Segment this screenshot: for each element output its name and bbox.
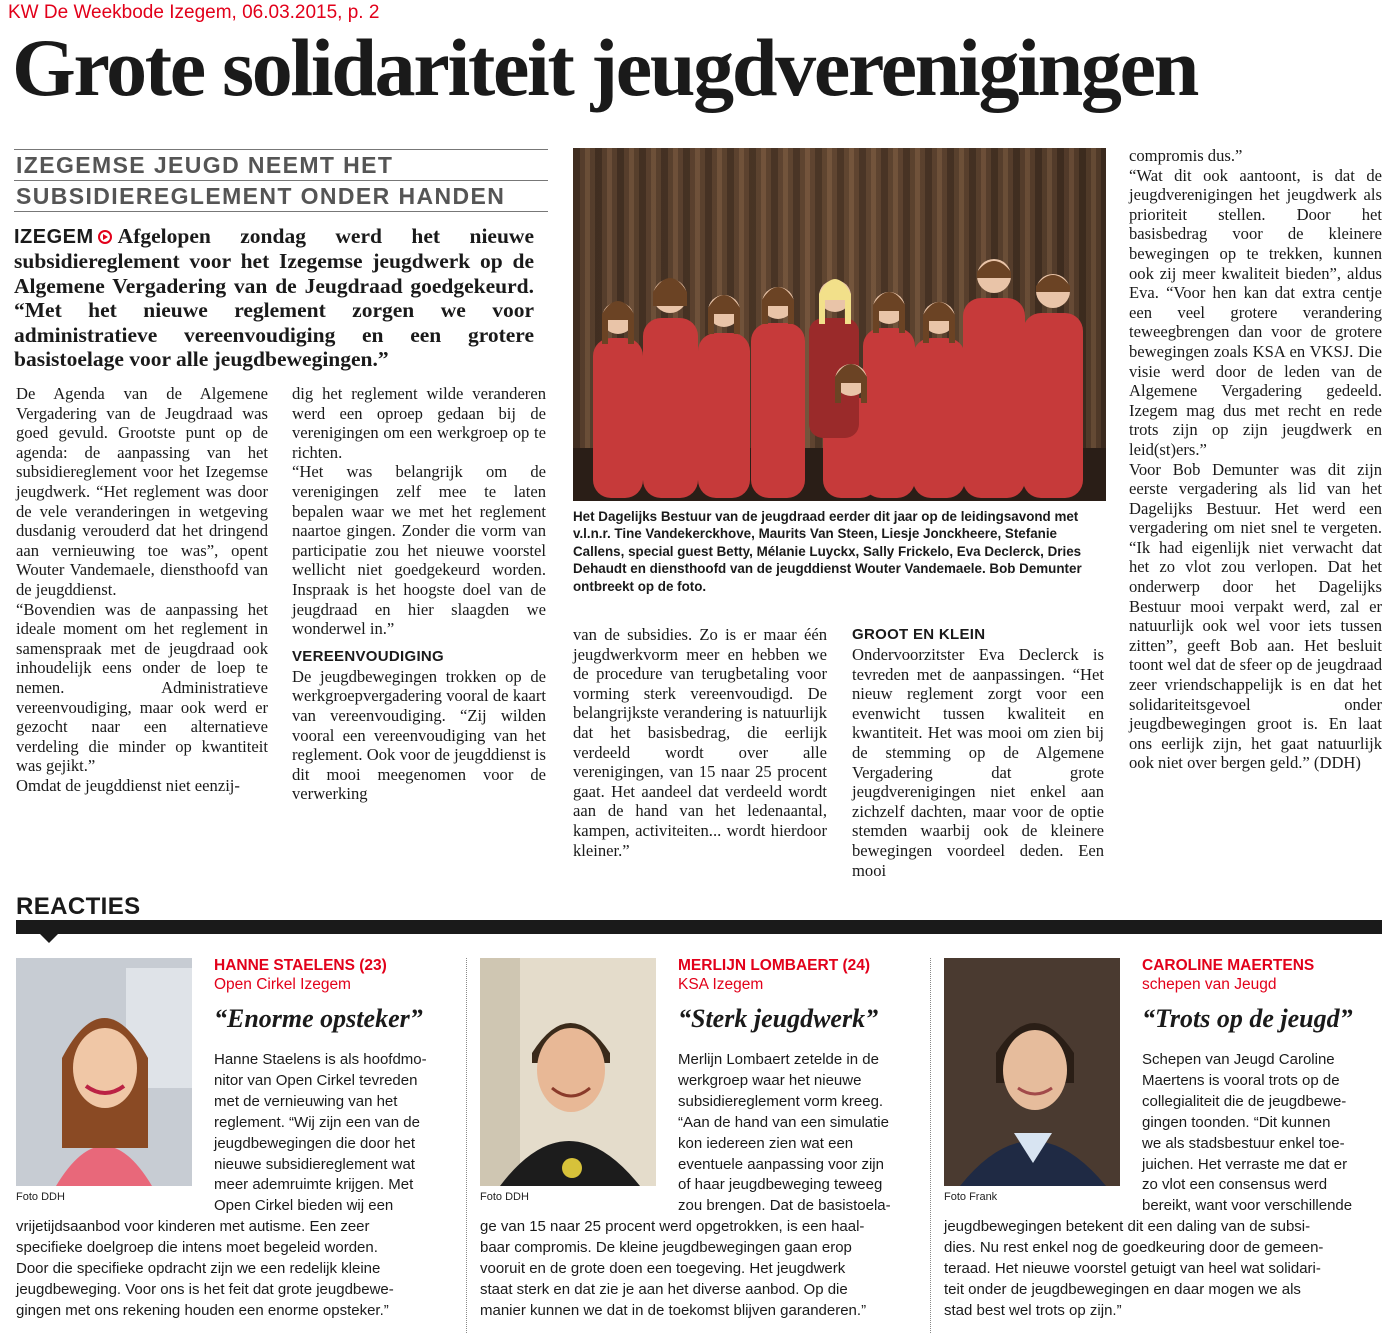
article-column-4 <box>852 625 1104 880</box>
text-line: teit onder de jeugdbewegingen en daar mogen we als <box>944 1280 1301 1298</box>
portrait-hanne <box>16 958 192 1186</box>
reaction-quote: “Trots op de jeugd” <box>1142 1004 1353 1033</box>
reaction-role: Open Cirkel Izegem <box>214 976 351 993</box>
text-line: juichen. Het verraste me dat er <box>1142 1155 1348 1173</box>
column-divider <box>930 958 931 1333</box>
text-line: Open Cirkel bieden wij een <box>214 1197 394 1215</box>
column-divider <box>466 958 467 1333</box>
text-line: zo vlot een consensus werd <box>1142 1176 1328 1194</box>
arrow-circle-icon <box>98 230 112 244</box>
group-photo <box>573 148 1106 501</box>
paragraph: Voor Bob Demunter was dit zijn eerste vergadering als lid van het Dagelijks Bestuur. Het werd een vergadering om niet snel te vergeten. “Ik had eigenlijk niet verwacht dat het zo vlot zou verlopen. Dat het onderwerp door het Dagelijks Bestuur mooi verpakt werd, zal er natuurlijk ook wel voor iets tussen zitten”, geeft Bob aan. Het besluit toont wel dat de sfeer op de jeugdraad zeer vriendschappelijk is en dat het solidariteitsgevoel onder jeugdbewegingen groot is. En laat ons eerlijk zijn, het gaat natuurlijk ook niet over bergen geld.” (DDH) <box>1129 459 1382 773</box>
reaction-name: CAROLINE MAERTENS <box>1142 957 1315 974</box>
reaction-text-bottom <box>16 1217 394 1322</box>
dateline-place: IZEGEM <box>14 226 94 248</box>
paragraph: De jeugdbewegingen trokken op de werkgroepvergadering vooral de kaart van vereenvoudiging. “Zij wilden vooral een vereenvoudiging van het reglement. Ook voor de jeugddienst is dit mooi meegenomen voor de verwerking <box>292 666 546 804</box>
text-line: collegialiteit die de jeugdbewe- <box>1142 1092 1347 1110</box>
text-line: Hanne Staelens is als hoofdmo- <box>214 1051 427 1068</box>
article-column-2 <box>292 384 546 804</box>
text-line: gingen toonden. “Dit kunnen <box>1142 1113 1331 1131</box>
reaction-quote: “Enorme opsteker” <box>214 1004 423 1033</box>
reaction-text-top <box>214 1050 427 1217</box>
headline: Grote solidariteit jeugdverenigingen <box>12 22 1198 113</box>
lead-text: Afgelopen zondag werd het nieuwe subsidiereglement voor het Izegemse jeugdwerk op de Algemene Vergadering van de Jeugdraad goedgekeurd. “Met het nieuwe reglement zorgen we voor administratieve vereenvoudiging en een grotere basistoelage voor alle jeugdbewegingen.” <box>14 224 534 372</box>
text-line: werkgroep waar het nieuwe <box>678 1071 862 1089</box>
paragraph: dig het reglement wilde veranderen werd een oproep gedaan bij de verenigingen om een werkgroep op te richten. <box>292 384 546 462</box>
group-photo-illustration <box>573 148 1106 501</box>
photo-caption: Het Dagelijks Bestuur van de jeugdraad eerder dit jaar op de leidingsavond met v.l.n.r. Tine Vandekerckhove, Maurits Van Steen, Liesje Jonckheere, Stefanie Callens, special guest Betty, Mélanie Luyckx, Sally Frickelo, Eva Declerck, Dries Dehaudt en diensthoofd van de jeugddienst Wouter Vandemaele. Bob Demunter ontbreekt op de foto. <box>573 509 1082 594</box>
text-line: “Aan de hand van een simulatie <box>678 1113 889 1131</box>
paragraph: “Wat dit ook aantoont, is dat de jeugdverenigingen het jeugdwerk als prioriteit stellen. Door het basisbedrag voor de kleinere bewegingen op te trekken, kunnen ook zij meer kwaliteit bieden”, aldus Eva. “Voor hen kan dat extra centje een veel grotere verandering teweegbrengen dan voor de grotere bewegingen zoals KSA en VKSJ. Die visie werd door de leden van de Algemene Vergadering gedeeld. Izegem mag dus met recht en rede trots zijn op zijn jeugdwerk en leid(st)ers.” <box>1129 165 1382 459</box>
portrait-merlijn <box>480 958 656 1186</box>
article-column-3 <box>573 625 827 860</box>
text-line: Door die specifieke opdracht zijn we een redelijk kleine <box>16 1259 381 1277</box>
text-line: jeugdbewegingen die door het <box>214 1134 415 1152</box>
text-line: vooruit en de grote doen een toegeving. Het jeugdwerk <box>480 1259 846 1277</box>
text-line: specifieke doelgroep die intens moet begeleid worden. <box>16 1238 378 1256</box>
portrait-merlijn-illustration <box>480 958 656 1186</box>
text-line: eventuele aanpassing voor zijn <box>678 1155 884 1173</box>
text-line: staat sterk en dat zie je aan het diverse aanbod. Op die <box>480 1280 848 1298</box>
text-line: nitor van Open Cirkel tevreden <box>214 1071 418 1089</box>
text-line: vrijetijdsaanbod voor kinderen met autisme. Een zeer <box>16 1218 370 1235</box>
text-line: zou brengen. Dat de basistoela- <box>678 1197 891 1215</box>
reaction-role: schepen van Jeugd <box>1142 976 1277 993</box>
text-line: we als stadsbestuur enkel toe- <box>1142 1134 1345 1152</box>
reaction-name: HANNE STAELENS (23) <box>214 957 387 974</box>
text-line: ge van 15 naar 25 procent werd opgetrokken, is een haal- <box>480 1218 865 1235</box>
text-line: subsidiereglement vorm kreeg. <box>678 1092 884 1110</box>
portrait-hanne-illustration <box>16 958 192 1186</box>
portrait-caroline <box>944 958 1120 1186</box>
reacties-heading: REACTIES <box>16 893 141 920</box>
text-line: of haar jeugdbeweging teweeg <box>678 1176 883 1194</box>
text-line: teraad. Het nieuwe voorstel getuigt van heel wat solidari- <box>944 1259 1321 1277</box>
paragraph: Ondervoorzitster Eva Declerck is tevreden met de aanpassingen. “Het nieuw reglement zorgt voor een evenwicht tussen kwaliteit en kwantiteit. Het was mooi om zien bij de stemming op de Algemene Vergadering dat grote jeugdverenigingen niet enkel aan zichzelf dachten, maar voor de optie stemden waarbij ook de kleinere bewegingen voordeel deden. Een mooi <box>852 645 1104 880</box>
reacties-notch <box>40 934 58 943</box>
reaction-text-bottom <box>480 1217 866 1322</box>
text-line: Merlijn Lombaert zetelde in de <box>678 1051 879 1068</box>
article-column-1 <box>16 384 268 795</box>
subheading-groot-en-klein: GROOT EN KLEIN <box>852 626 986 643</box>
text-line: meer ademruimte krijgen. Met <box>214 1176 414 1194</box>
reaction-name: MERLIJN LOMBAERT (24) <box>678 957 871 974</box>
lead-paragraph <box>14 224 534 371</box>
text-line: Maertens is vooral trots op de <box>1142 1071 1340 1089</box>
text-line: kon iedereen zien wat een <box>678 1134 854 1152</box>
text-line: stad best wel trots op zijn.” <box>944 1301 1122 1319</box>
text-line: gingen met ons rekening houden een enorme opsteker.” <box>16 1301 389 1319</box>
paragraph: compromis dus.” <box>1129 146 1243 165</box>
portrait-caroline-illustration <box>944 958 1120 1186</box>
text-line: jeugdbeweging. Voor ons is het feit dat grote jeugdbewe- <box>16 1280 394 1298</box>
photo-credit: Foto Frank <box>944 1191 998 1203</box>
paragraph: van de subsidies. Zo is er maar één jeugdwerkvorm meer en hebben we de procedure van terugbetaling voor vorming sterk vereenvoudigd. De belangrijkste verandering is natuurlijk dat het basisbedrag, die eerlijk verdeeld wordt over alle verenigingen, van 15 naar 25 procent gaat. Het aandeel dat verdeeld wordt aan de hand van het ledenaantal, kampen, activiteiten... wordt hierdoor kleiner.” <box>573 625 827 860</box>
reaction-text-top <box>1142 1050 1352 1217</box>
text-line: met de vernieuwing van het <box>214 1092 398 1110</box>
paragraph: De Agenda van de Algemene Vergadering van de Jeugdraad was goed gevuld. Grootste punt op de agenda: de aanpassing van het subsidiereglement voor het Izegemse jeugdwerk. “Het reglement was door de vele veranderingen in wetgeving dusdanig verouderd dat het dringend aan vernieuwing toe was”, opent Wouter Vandemaele, diensthoofd van de jeugddienst. <box>16 384 268 599</box>
text-line: bereikt, want voor verschillende <box>1142 1197 1353 1215</box>
reaction-role: KSA Izegem <box>678 976 764 993</box>
reaction-text-top <box>678 1050 891 1217</box>
reacties-bar <box>16 920 1382 934</box>
text-line: Schepen van Jeugd Caroline <box>1142 1051 1335 1068</box>
reaction-text-bottom <box>944 1217 1323 1322</box>
text-line: dies. Nu rest enkel nog de goedkeuring door de gemeen- <box>944 1238 1324 1256</box>
article-column-5 <box>1129 146 1382 773</box>
text-line: reglement. “Wij zijn een van de <box>214 1113 420 1131</box>
paragraph: Omdat de jeugddienst niet eenzij- <box>16 775 240 795</box>
text-line: baar compromis. De kleine jeugdbewegingen gaan erop <box>480 1238 852 1256</box>
text-line: jeugdbewegingen betekent dit een daling van de subsi- <box>944 1218 1311 1235</box>
paragraph: “Het was belangrijk om de verenigingen zelf mee te laten bepalen waar we met het reglement naartoe gingen. Zonder die vorm van participatie zou het nieuwe voorstel wellicht niet goedgekeurd worden. Inspraak is het hoogste doel van de jeugdraad en hier slaagden we wonderwel in.” <box>292 462 546 639</box>
kicker-line-2: SUBSIDIEREGLEMENT ONDER HANDEN <box>16 183 506 209</box>
text-line: nieuwe subsidiereglement wat <box>214 1155 415 1173</box>
kicker <box>14 149 548 212</box>
paragraph: “Bovendien was de aanpassing het ideale moment om het reglement in samenspraak met de jeugdraad ook inhoudelijk eens onder de loep te nemen. Administratieve vereenvoudiging, maar ook werd er gezocht naar een alternatieve verdeling die minder op kwantiteit was gejikt.” <box>16 599 268 776</box>
kicker-line-1: IZEGEMSE JEUGD NEEMT HET <box>16 152 394 178</box>
reaction-quote: “Sterk jeugdwerk” <box>678 1004 879 1033</box>
text-line: manier kunnen we dat in de toekomst blijven garanderen.” <box>480 1301 867 1319</box>
subheading-vereenvoudiging: VEREENVOUDIGING <box>292 647 445 665</box>
photo-credit: Foto DDH <box>480 1191 529 1203</box>
photo-credit: Foto DDH <box>16 1191 65 1203</box>
source-line: KW De Weekbode Izegem, 06.03.2015, p. 2 <box>8 2 380 23</box>
